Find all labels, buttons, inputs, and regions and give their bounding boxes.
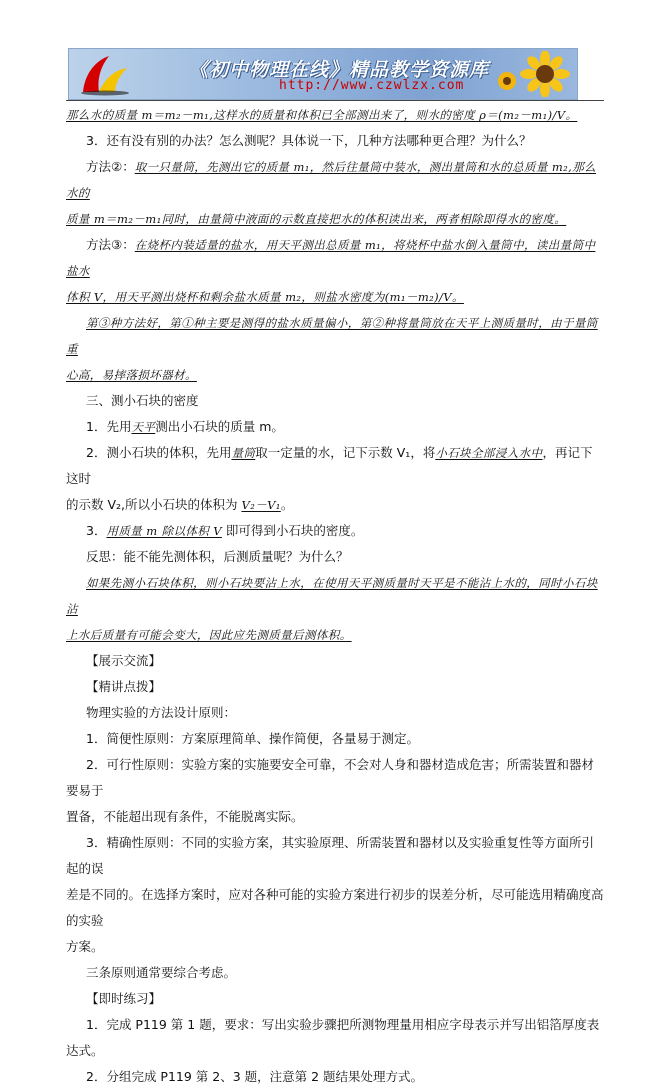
site-logo-icon <box>75 52 131 96</box>
text-segment: 置备，不能超出现有条件，不能脱离实际。 <box>66 809 304 824</box>
handwritten-answer: 如果先测小石块体积，则小石块要沾上水，在使用天平测质量时天平是不能沾上水的，同时小石块沾 <box>66 576 598 616</box>
text-line <box>66 544 604 570</box>
handwritten-answer: 第③种方法好，第①种主要是测得的盐水质量偏小，第②种将量筒放在天平上测质量时，由于量筒重 <box>66 316 598 356</box>
text-line <box>66 674 604 700</box>
text-line <box>66 882 604 934</box>
text-line <box>66 960 604 986</box>
banner-url: http://www.czwlzx.com <box>279 78 465 93</box>
handwritten-answer: 小石块全部浸入水中 <box>435 446 543 460</box>
document-body <box>66 102 604 1090</box>
text-line <box>66 986 604 1012</box>
text-line <box>66 830 604 882</box>
text-line <box>66 934 604 960</box>
handwritten-answer: V₂－V₁ <box>241 498 281 512</box>
sunflower-icon <box>491 51 571 97</box>
text-segment: 【展示交流】 <box>86 653 162 668</box>
text-segment: 即可得到小石块的密度。 <box>221 523 364 538</box>
text-segment: 反思：能不能先测体积，后测质量呢？为什么？ <box>86 549 349 564</box>
text-line <box>66 284 604 310</box>
text-segment: 【即时练习】 <box>86 991 162 1006</box>
text-segment: 2．可行性原则：实验方案的实施要安全可靠，不会对人身和器材造成危害；所需装置和器材要易于 <box>66 757 594 798</box>
handwritten-answer: 那么水的质量 m＝m₂－m₁,这样水的质量和体积已全部测出来了，则水的密度 ρ＝(m₂－m₁)/V。 <box>66 108 578 122</box>
text-line <box>66 570 604 622</box>
text-line <box>66 518 604 544</box>
text-line <box>66 752 604 804</box>
text-line <box>66 440 604 492</box>
handwritten-answer: 上水后质量有可能会变大，因此应先测质量后测体积。 <box>66 628 352 642</box>
text-line <box>66 128 604 154</box>
text-segment: 1．完成 P119 第 1 题，要求：写出实验步骤把所测物理量用相应字母表示并写出铝箔厚度表达式。 <box>66 1017 600 1058</box>
header-banner <box>68 48 578 100</box>
text-segment: 的示数 V₂,所以小石块的体积为 <box>66 497 242 512</box>
text-segment: 2．分组完成 P119 第 2、3 题，注意第 2 题结果处理方式。 <box>86 1069 424 1084</box>
text-line <box>66 102 604 128</box>
text-segment: 。 <box>280 497 294 512</box>
text-line <box>66 622 604 648</box>
handwritten-answer: 体积 V，用天平测出烧杯和剩余盐水质量 m₂，则盐水密度为(m₁－m₂)/V。 <box>66 290 464 304</box>
handwritten-answer: 用质量 m 除以体积 V <box>106 524 222 538</box>
text-segment: 1．简便性原则：方案原理简单、操作简便，各量易于测定。 <box>86 731 419 746</box>
text-line <box>66 310 604 362</box>
text-line <box>66 414 604 440</box>
text-segment: 1．先用 <box>86 419 132 434</box>
handwritten-answer: 取一只量筒，先测出它的质量 m₁，然后往量筒中装水，测出量筒和水的总质量 m₂,那么水的 <box>66 160 597 200</box>
text-segment: ，再记下这时 <box>66 445 593 486</box>
text-segment: 方案。 <box>66 939 104 954</box>
text-line <box>66 1012 604 1064</box>
text-line <box>66 700 604 726</box>
handwritten-answer: 在烧杯内装适量的盐水，用天平测出总质量 m₁，将烧杯中盐水倒入量筒中，读出量筒中盐水 <box>66 238 596 278</box>
text-line <box>66 726 604 752</box>
text-line <box>66 362 604 388</box>
handwritten-answer: 质量 m＝m₂－m₁同时，由量筒中液面的示数直接把水的体积读出来，两者相除即得水的密度。 <box>66 212 567 226</box>
text-segment: 差是不同的。在选择方案时，应对各种可能的实验方案进行初步的误差分析，尽可能选用精确度高的实验 <box>66 887 604 928</box>
text-line <box>66 232 604 284</box>
banner-title: 《初中物理在线》精品教学资源库 <box>189 59 490 81</box>
text-segment: 【精讲点拨】 <box>86 679 162 694</box>
handwritten-answer: 天平 <box>131 420 156 434</box>
text-segment: 3．还有没有别的办法？怎么测呢？具体说一下，几种方法哪种更合理？为什么？ <box>86 133 532 148</box>
text-segment: 三、测小石块的密度 <box>86 393 199 408</box>
header-rule <box>66 100 604 101</box>
text-segment: 3． <box>86 523 107 538</box>
text-segment: 方法②： <box>86 159 135 174</box>
text-line <box>66 648 604 674</box>
text-segment: 3．精确性原则：不同的实验方案，其实验原理、所需装置和器材以及实验重复性等方面所引起的误 <box>66 835 594 876</box>
text-segment: 物理实验的方法设计原则： <box>86 705 237 720</box>
text-line <box>66 154 604 206</box>
handwritten-answer: 量筒 <box>231 446 256 460</box>
text-line <box>66 1064 604 1090</box>
handwritten-answer: 心高，易摔落损坏器材。 <box>66 368 197 382</box>
text-line <box>66 804 604 830</box>
text-segment: 2．测小石块的体积，先用 <box>86 445 232 460</box>
text-segment: 方法③： <box>86 237 135 252</box>
text-line <box>66 206 604 232</box>
text-segment: 测出小石块的质量 m。 <box>155 419 284 434</box>
text-segment: 三条原则通常要综合考虑。 <box>86 965 237 980</box>
text-line <box>66 388 604 414</box>
text-line <box>66 492 604 518</box>
text-segment: 取一定量的水，记下示数 V₁，将 <box>255 445 436 460</box>
